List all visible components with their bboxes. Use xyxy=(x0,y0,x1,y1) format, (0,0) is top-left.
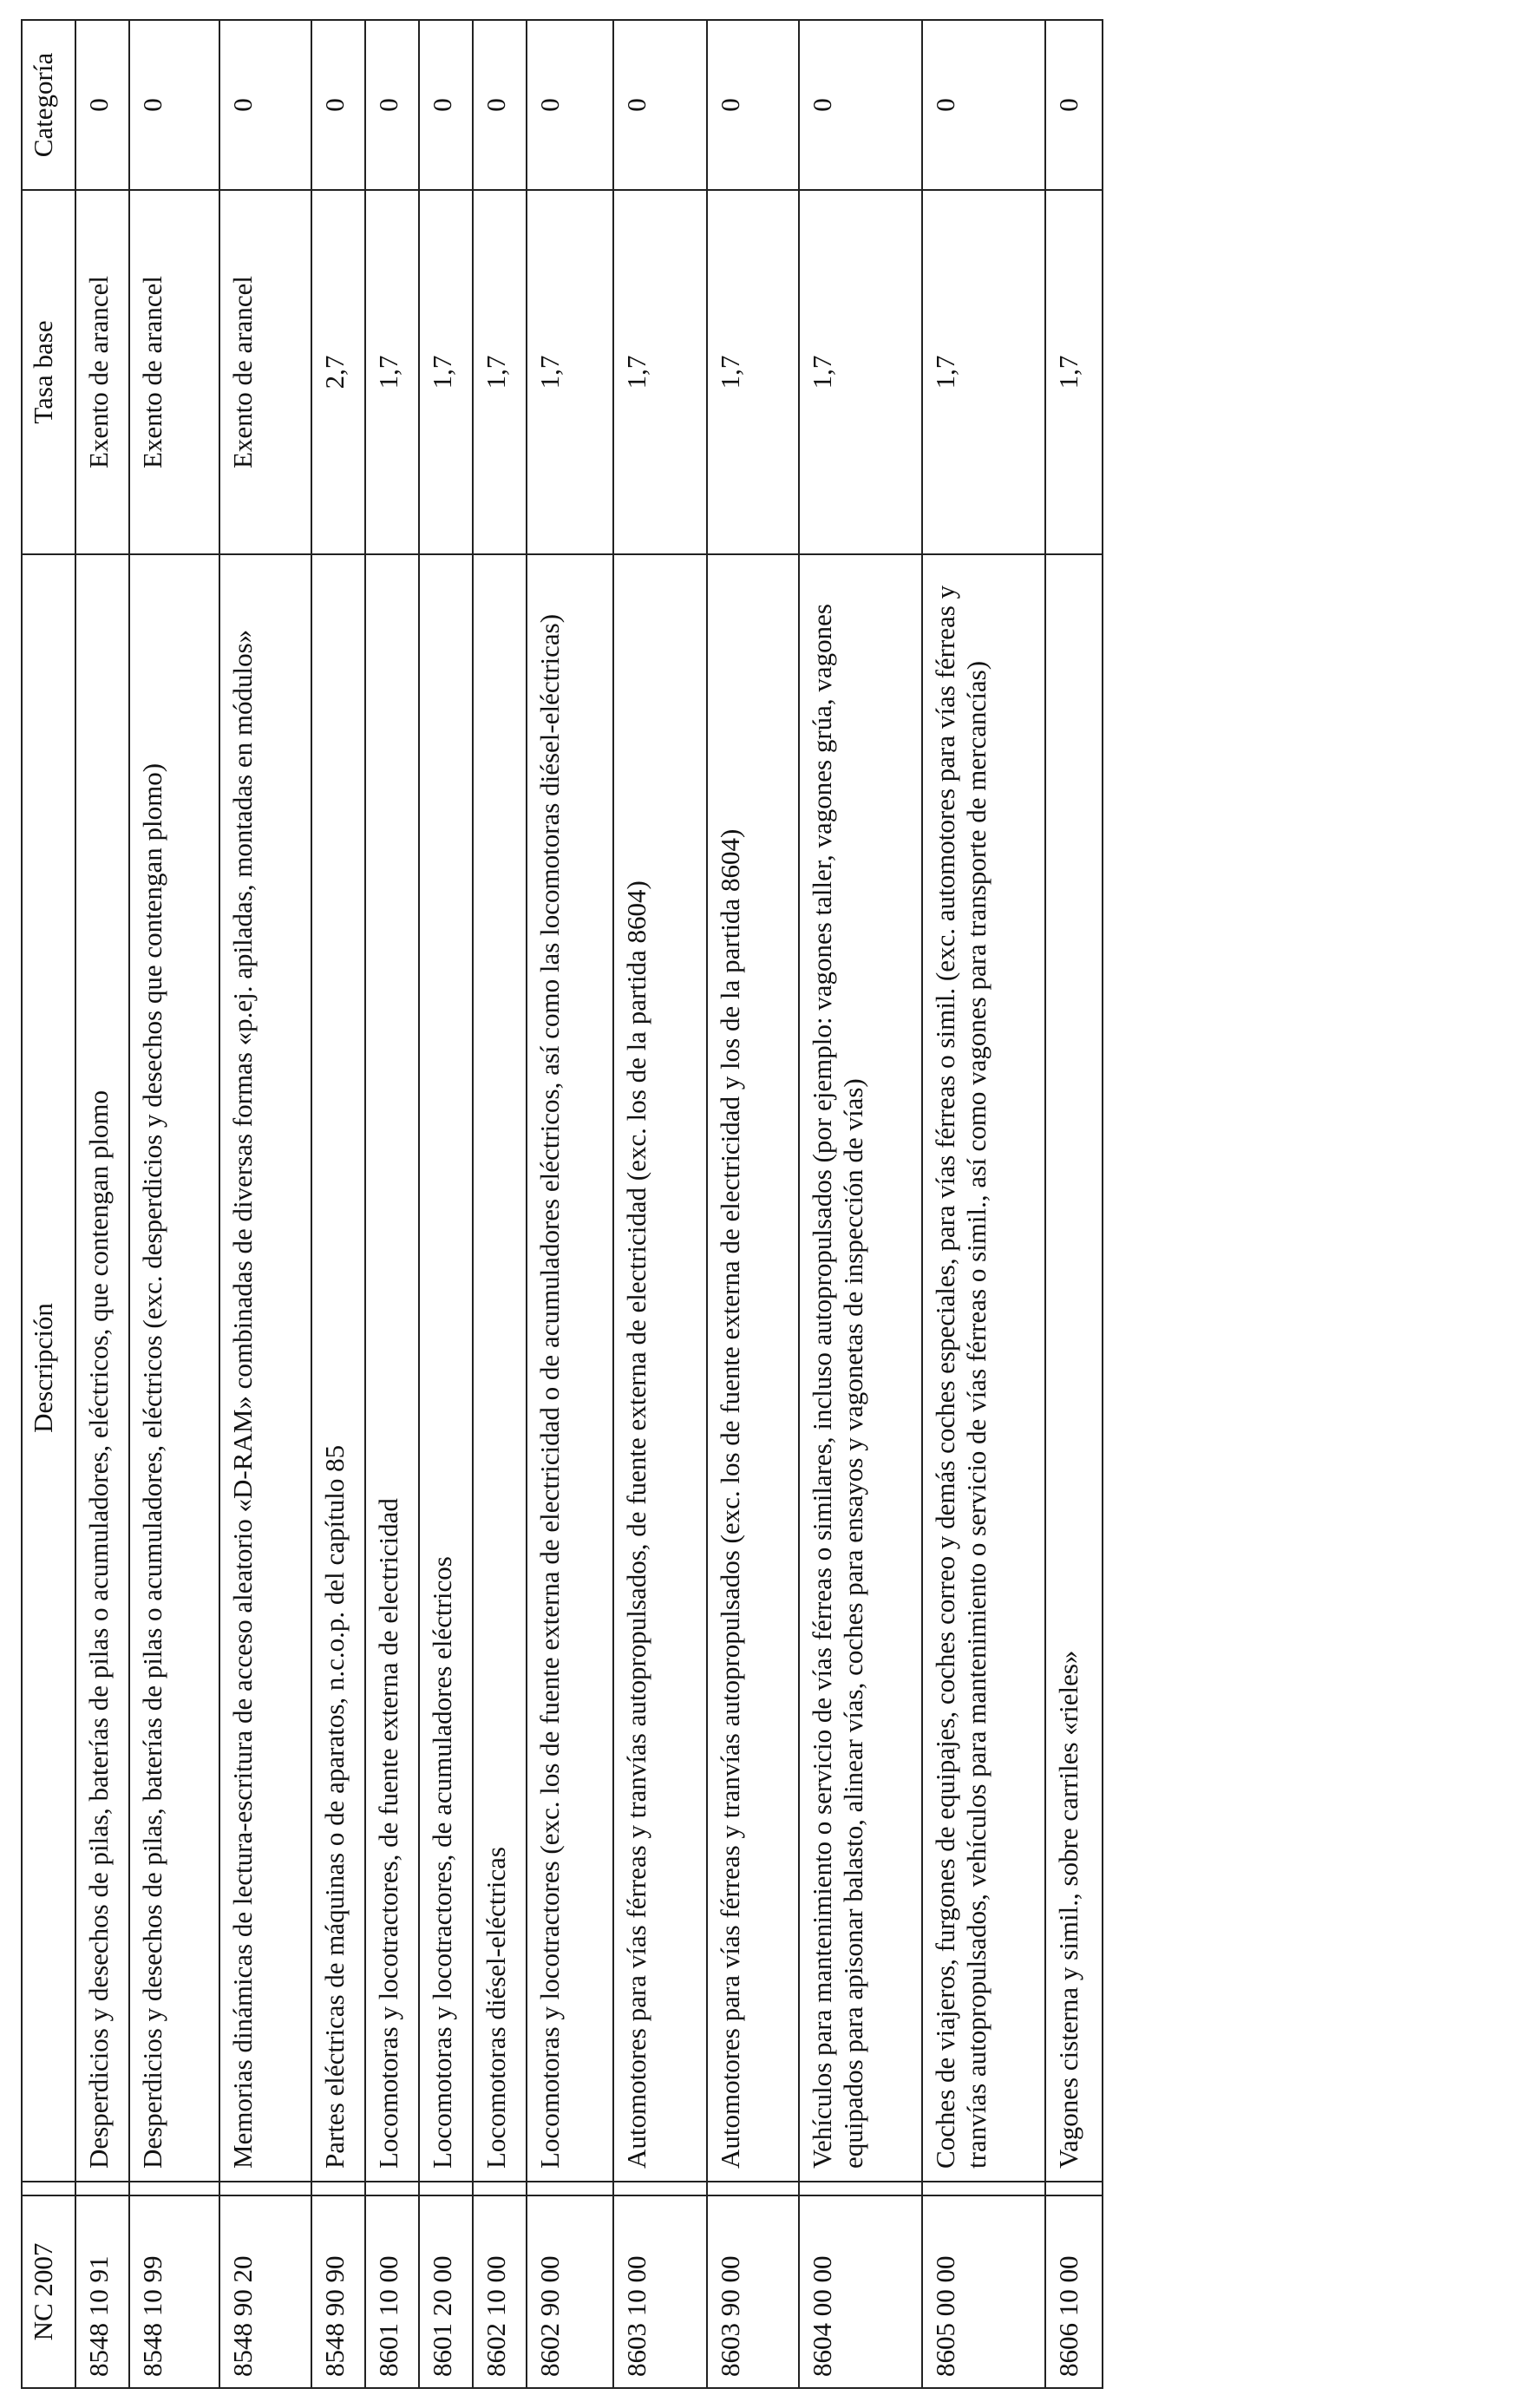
cell-category: 0 xyxy=(922,20,1045,190)
table-row xyxy=(707,20,799,2388)
cell-category: 0 xyxy=(419,20,473,190)
cell-code: 8548 10 99 xyxy=(129,2195,219,2388)
table-row xyxy=(75,20,129,2388)
cell-category: 0 xyxy=(707,20,799,190)
cell-description: Coches de viajeros, furgones de equipajes, coches correo y demás coches especiales, para vías férreas o simil. (exc. automotores para vías férreas y tranvías autopropulsados, vehículos para mantenimiento o servicio de vías férreas o simil., así como vagones para transporte de mercancías) xyxy=(922,554,1045,2182)
cell-code: 8548 90 90 xyxy=(311,2195,365,2388)
cell-rate: 1,7 xyxy=(707,190,799,554)
table-row xyxy=(613,20,707,2388)
table-row xyxy=(473,20,527,2388)
table-row xyxy=(419,20,473,2388)
cell-rate: 1,7 xyxy=(473,190,527,554)
header-code: NC 2007 xyxy=(22,2195,75,2388)
cell-category: 0 xyxy=(129,20,219,190)
cell-code: 8603 90 00 xyxy=(707,2195,799,2388)
cell-code: 8548 10 91 xyxy=(75,2195,129,2388)
cell-gap xyxy=(129,2182,219,2195)
cell-code: 8606 10 00 xyxy=(1045,2195,1103,2388)
cell-rate: 1,7 xyxy=(365,190,419,554)
tariff-table xyxy=(21,19,1103,2389)
cell-gap xyxy=(219,2182,311,2195)
table-row xyxy=(527,20,613,2388)
cell-gap xyxy=(75,2182,129,2195)
cell-category: 0 xyxy=(527,20,613,190)
cell-gap xyxy=(527,2182,613,2195)
cell-description: Locomotoras y locotractores, de acumuladores eléctricos xyxy=(419,554,473,2182)
table-row xyxy=(129,20,219,2388)
header-gap xyxy=(22,2182,75,2195)
cell-description: Locomotoras y locotractores, de fuente externa de electricidad xyxy=(365,554,419,2182)
cell-description: Automotores para vías férreas y tranvías autopropulsados, de fuente externa de electricidad (exc. los de la partida 8604) xyxy=(613,554,707,2182)
table-row xyxy=(799,20,922,2388)
cell-description: Locomotoras diésel-eléctricas xyxy=(473,554,527,2182)
cell-description: Partes eléctricas de máquinas o de aparatos, n.c.o.p. del capítulo 85 xyxy=(311,554,365,2182)
cell-rate: 2,7 xyxy=(311,190,365,554)
cell-gap xyxy=(707,2182,799,2195)
cell-category: 0 xyxy=(365,20,419,190)
cell-description: Memorias dinámicas de lectura-escritura de acceso aleatorio «D-RAM» combinadas de diversas formas «p.ej. apiladas, montadas en módulos» xyxy=(219,554,311,2182)
header-rate: Tasa base xyxy=(22,190,75,554)
cell-description: Desperdicios y desechos de pilas, baterías de pilas o acumuladores, eléctricos (exc. desperdicios y desechos que contengan plomo) xyxy=(129,554,219,2182)
header-description: Descripción xyxy=(22,554,75,2182)
cell-category: 0 xyxy=(473,20,527,190)
cell-code: 8604 00 00 xyxy=(799,2195,922,2388)
cell-code: 8601 20 00 xyxy=(419,2195,473,2388)
cell-rate: 1,7 xyxy=(1045,190,1103,554)
cell-category: 0 xyxy=(311,20,365,190)
cell-gap xyxy=(311,2182,365,2195)
cell-code: 8602 10 00 xyxy=(473,2195,527,2388)
cell-rate: 1,7 xyxy=(799,190,922,554)
cell-category: 0 xyxy=(613,20,707,190)
cell-code: 8603 10 00 xyxy=(613,2195,707,2388)
table-row xyxy=(1045,20,1103,2388)
cell-rate: 1,7 xyxy=(527,190,613,554)
cell-description: Locomotoras y locotractores (exc. los de fuente externa de electricidad o de acumuladores eléctricos, así como las locomotoras diésel-eléctricas) xyxy=(527,554,613,2182)
cell-rate: Exento de arancel xyxy=(219,190,311,554)
cell-category: 0 xyxy=(1045,20,1103,190)
cell-category: 0 xyxy=(219,20,311,190)
table-row xyxy=(922,20,1045,2388)
cell-code: 8548 90 20 xyxy=(219,2195,311,2388)
table-row xyxy=(365,20,419,2388)
cell-rate: Exento de arancel xyxy=(75,190,129,554)
cell-gap xyxy=(613,2182,707,2195)
cell-gap xyxy=(473,2182,527,2195)
cell-category: 0 xyxy=(75,20,129,190)
cell-category: 0 xyxy=(799,20,922,190)
cell-gap xyxy=(922,2182,1045,2195)
cell-rate: 1,7 xyxy=(922,190,1045,554)
cell-code: 8601 10 00 xyxy=(365,2195,419,2388)
cell-gap xyxy=(1045,2182,1103,2195)
cell-gap xyxy=(799,2182,922,2195)
cell-gap xyxy=(365,2182,419,2195)
cell-description: Vehículos para mantenimiento o servicio de vías férreas o similares, incluso autopropulsados (por ejemplo: vagones taller, vagones grúa, vagones equipados para apisonar balasto, alinear vías, coches para ensayos y vagonetas de inspección de vías) xyxy=(799,554,922,2182)
cell-description: Automotores para vías férreas y tranvías autopropulsados (exc. los de fuente externa de electricidad y los de la partida 8604) xyxy=(707,554,799,2182)
cell-description: Desperdicios y desechos de pilas, baterías de pilas o acumuladores, eléctricos, que contengan plomo xyxy=(75,554,129,2182)
cell-rate: 1,7 xyxy=(613,190,707,554)
table-row xyxy=(311,20,365,2388)
cell-code: 8605 00 00 xyxy=(922,2195,1045,2388)
header-row xyxy=(22,20,75,2388)
cell-rate: 1,7 xyxy=(419,190,473,554)
cell-code: 8602 90 00 xyxy=(527,2195,613,2388)
cell-rate: Exento de arancel xyxy=(129,190,219,554)
table-row xyxy=(219,20,311,2388)
cell-gap xyxy=(419,2182,473,2195)
header-category: Categoría xyxy=(22,20,75,190)
cell-description: Vagones cisterna y simil., sobre carriles «rieles» xyxy=(1045,554,1103,2182)
